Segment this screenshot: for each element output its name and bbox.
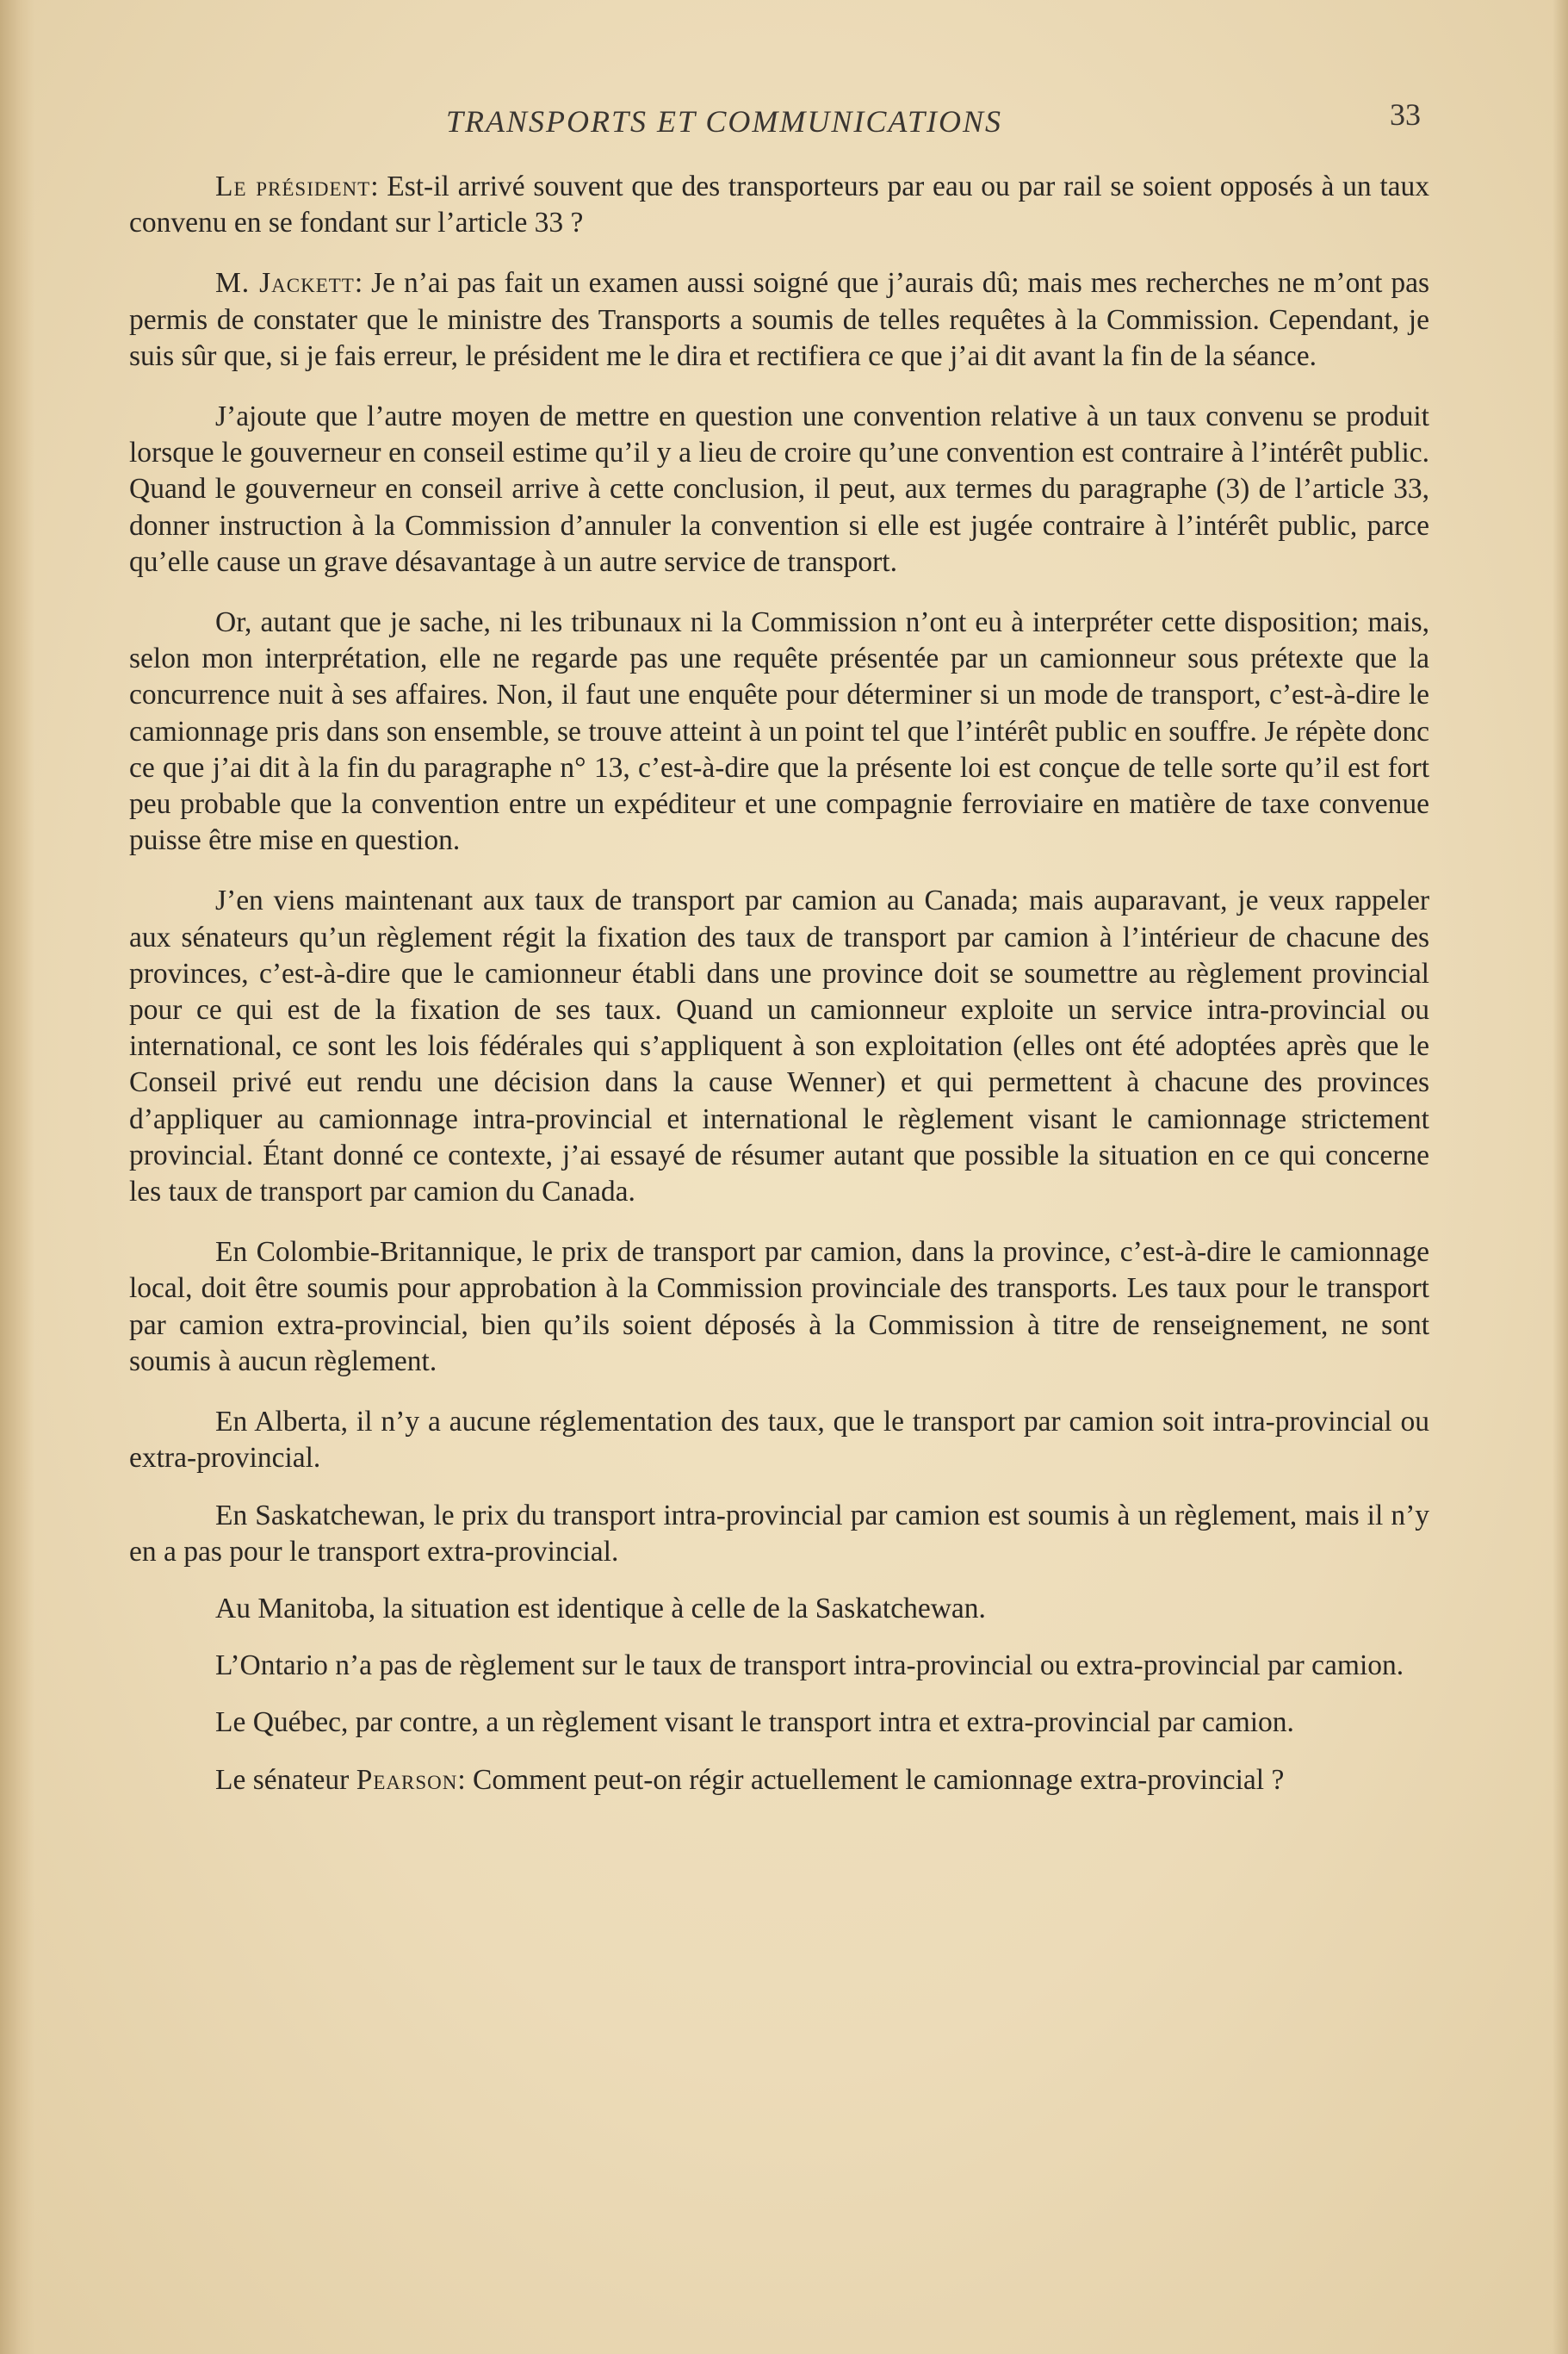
speaker-name: Le président [215,171,371,202]
paragraph-text: J’ajoute que l’autre moyen de mettre en question une convention relative à un taux convenu se produit lorsque le gouverneur en conseil estime qu’il y a lieu de croire qu’une convention est contraire à l’intérêt public. Quand le gouverneur en conseil arrive à cette conclusion, il peut, aux termes du paragraphe (3) de l’article 33, donner instruction à la Commission d’annuler la convention si elle est jugée contraire à l’intérêt public, parce qu’elle cause un grave désavantage à un autre service de transport. [129,401,1429,578]
paragraph-saskatchewan [129,1498,1429,1570]
page-header [129,96,1421,148]
paragraph-text: En Colombie-Britannique, le prix de transport par camion, dans la province, c’est-à-dire le camionnage local, doit être soumis pour approbation à la Commission provinciale des transports. Les taux pour le transport par camion extra-provincial, bien qu’ils soient déposés à la Commission à titre de renseignement, ne sont soumis à aucun règlement. [129,1236,1429,1377]
paragraph-truck-rates-canada [129,883,1429,1210]
paragraph-text: : Est-il arrivé souvent que des transporteurs par eau ou par rail se soient opposés à un taux convenu en se fondant sur l’article 33 ? [129,171,1429,239]
paragraph-text: Le Québec, par contre, a un règlement visant le transport intra et extra-provincial par camion. [215,1706,1294,1739]
paragraph-text: Or, autant que je sache, ni les tribunaux ni la Commission n’ont eu à interpréter cette disposition; mais, selon mon interprétation, elle ne regarde pas une requête présentée par un camionneur sous prétexte que la concurrence nuit à ses affaires. Non, il faut une enquête pour déterminer si un mode de transport, c’est-à-dire le camionnage pris dans son ensemble, se trouve atteint à un point tel que l’intérêt public en souffre. Je répète donc ce que j’ai dit à la fin du paragraphe n° 13, c’est-à-dire que la présente loi est conçue de telle sorte qu’il est fort peu probable que la convention entre un expéditeur et une compagnie ferroviaire en matière de taxe convenue puisse être mise en question. [129,606,1429,857]
paragraph-text: : Je n’ai pas fait un examen aussi soigné que j’aurais dû; mais mes recherches ne m’ont pas permis de constater que le ministre des Transports a soumis de telles requêtes à la Commission. Cependant, je suis sûr que, si je fais erreur, le président me le dira et rectifiera ce que j’ai dit avant la fin de la séance. [129,267,1429,372]
paragraph-quebec [129,1705,1429,1741]
page-edge-shadow-right [1553,0,1568,2354]
paragraph-jackett-reply [129,265,1429,375]
paragraph-manitoba [129,1591,1429,1627]
paragraph-convention-public-interest [129,399,1429,581]
speaker-prefix: Le sénateur [215,1763,350,1796]
paragraph-text: Au Manitoba, la situation est identique à celle de la Saskatchewan. [215,1592,986,1624]
paragraph-text: En Alberta, il n’y a aucune réglementation des taux, que le transport par camion soit intra-provincial ou extra-provincial. [129,1406,1429,1475]
speaker-name: M. Jackett [215,267,355,300]
paragraph-president-question [129,169,1429,241]
speaker-name: Pearson [356,1763,458,1796]
paragraph-text: L’Ontario n’a pas de règlement sur le taux de transport intra-provincial ou extra-provincial par camion. [215,1649,1404,1682]
paragraph-text: En Saskatchewan, le prix du transport intra-provincial par camion est soumis à un règlement, mais il n’y en a pas pour le transport extra-provincial. [129,1499,1429,1568]
page-number: 33 [1390,97,1421,132]
paragraph-text: J’en viens maintenant aux taux de transport par camion au Canada; mais auparavant, je veux rappeler aux sénateurs qu’un règlement régit la fixation des taux de transport par camion à l’intérieur de chacune des provinces, c’est-à-dire que le camionneur établi dans une province doit se soumettre au règlement provincial pour ce qui est de la fixation de ses taux. Quand un camionneur exploite un service intra-provincial ou international, ce sont les lois fédérales qui s’appliquent à son exploitation (elles ont été adoptées après que le Conseil privé eut rendu une décision dans la cause Wenner) et qui permettent à chacune des provinces d’appliquer au camionnage intra-provincial et international le règlement visant le camionnage strictement provincial. Étant donné ce contexte, j’ai essayé de résumer autant que possible la situation en ce qui concerne les taux de transport par camion du Canada. [129,885,1429,1208]
running-title: TRANSPORTS ET COMMUNICATIONS [446,104,1003,139]
paragraph-alberta [129,1404,1429,1476]
body-text [129,169,1429,1819]
paragraph-pearson-question [129,1762,1429,1798]
paragraph-interpretation [129,605,1429,859]
paragraph-british-columbia [129,1234,1429,1380]
paragraph-text: : Comment peut-on régir actuellement le camionnage extra-provincial ? [457,1763,1285,1796]
page-edge-shadow-left [0,0,34,2354]
paragraph-ontario [129,1648,1429,1684]
